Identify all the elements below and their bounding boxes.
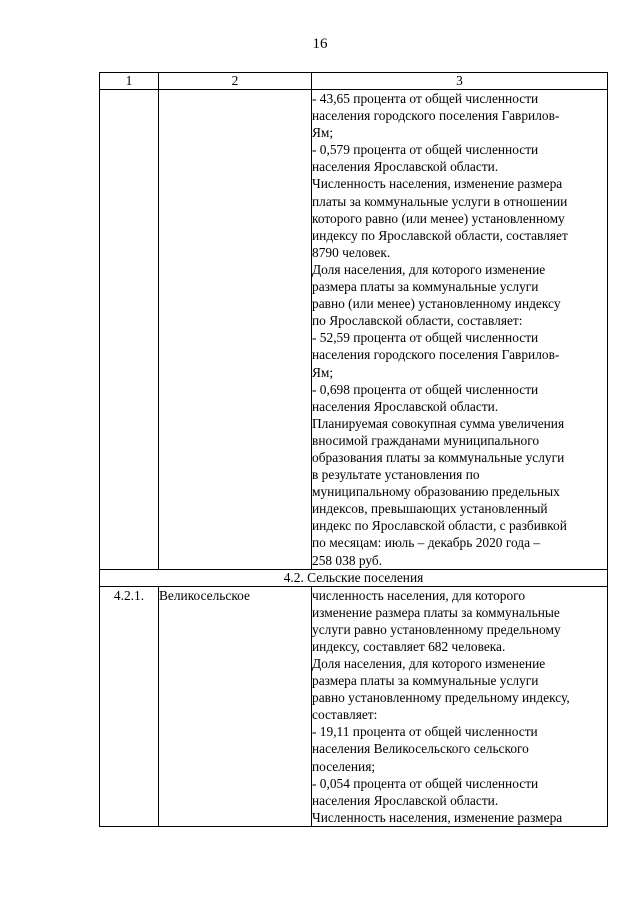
text-line: по Ярославской области, составляет: bbox=[312, 313, 523, 329]
row1-number-cell bbox=[100, 90, 159, 570]
text-line: вносимой гражданами муниципального bbox=[312, 432, 540, 448]
text-line: Ям; bbox=[312, 125, 334, 141]
text-line: населения Ярославской области. bbox=[312, 159, 499, 175]
text-line: - 52,59 процента от общей численности bbox=[312, 330, 539, 346]
text-line: населения городского поселения Гаврилов- bbox=[312, 108, 560, 124]
text-line: образования платы за коммунальные услуги bbox=[312, 449, 565, 465]
text-line: равно установленному предельному индексу, bbox=[312, 690, 570, 706]
text-line: Доля населения, для которого изменение bbox=[312, 656, 546, 671]
text-line: населения городского поселения Гаврилов- bbox=[312, 347, 560, 363]
row2-number-cell: 4.2.1. bbox=[100, 586, 159, 826]
text-line: индекс по Ярославской области, с разбивкой bbox=[312, 518, 567, 534]
section-title: 4.2. Сельские поселения bbox=[100, 569, 608, 586]
row1-name-cell bbox=[159, 90, 312, 570]
text-line: - 0,579 процента от общей численности bbox=[312, 142, 539, 158]
text-line: - 0,698 процента от общей численности bbox=[312, 381, 539, 397]
text-line: которого равно (или менее) установленному bbox=[312, 210, 565, 226]
text-line: по месяцам: июль – декабрь 2020 года – bbox=[312, 535, 541, 551]
text-line: численность населения, для которого bbox=[312, 587, 526, 603]
text-line: индексов, превышающих установленный bbox=[312, 501, 548, 517]
row2-description-cell bbox=[312, 586, 608, 826]
table-row bbox=[100, 90, 608, 570]
text-line: 258 038 руб. bbox=[312, 552, 383, 568]
table-header-row bbox=[100, 73, 608, 90]
text-line: индексу по Ярославской области, составляет bbox=[312, 227, 568, 243]
text-line: - 43,65 процента от общей численности bbox=[312, 91, 539, 106]
text-line: размера платы за коммунальные услуги bbox=[312, 673, 539, 689]
text-line: изменение размера платы за коммунальные bbox=[312, 604, 560, 620]
text-line: равно (или менее) установленному индексу bbox=[312, 296, 561, 312]
text-line: Численность населения, изменение размера bbox=[312, 809, 563, 825]
row2-name-cell: Великосельское bbox=[159, 586, 312, 826]
document-table bbox=[99, 72, 608, 827]
text-line: Численность населения, изменение размера bbox=[312, 176, 563, 192]
text-line: Планируемая совокупная сумма увеличения bbox=[312, 415, 565, 431]
row1-description-cell bbox=[312, 90, 608, 570]
text-line: услуги равно установленному предельному bbox=[312, 621, 561, 637]
text-line: поселения; bbox=[312, 758, 376, 774]
header-col-2: 2 bbox=[159, 73, 312, 90]
text-line: Доля населения, для которого изменение bbox=[312, 261, 546, 277]
text-line: Ям; bbox=[312, 364, 334, 380]
page-number: 16 bbox=[312, 36, 328, 52]
text-line: - 0,054 процента от общей численности bbox=[312, 775, 539, 791]
text-line: населения Ярославской области. bbox=[312, 792, 499, 808]
table-row bbox=[100, 586, 608, 826]
text-line: индексу, составляет 682 человека. bbox=[312, 638, 506, 654]
text-line: платы за коммунальные услуги в отношении bbox=[312, 193, 568, 209]
text-line: населения Великосельского сельского bbox=[312, 741, 529, 757]
text-line: составляет: bbox=[312, 707, 378, 723]
text-line: населения Ярославской области. bbox=[312, 398, 499, 414]
text-line: - 19,11 процента от общей численности bbox=[312, 724, 538, 740]
text-line: в результате установления по bbox=[312, 467, 480, 483]
section-row bbox=[100, 569, 608, 586]
header-col-3: 3 bbox=[312, 73, 608, 90]
text-line: размера платы за коммунальные услуги bbox=[312, 279, 539, 295]
text-line: 8790 человек. bbox=[312, 244, 391, 260]
text-line: муниципальному образованию предельных bbox=[312, 484, 560, 500]
header-col-1: 1 bbox=[100, 73, 159, 90]
